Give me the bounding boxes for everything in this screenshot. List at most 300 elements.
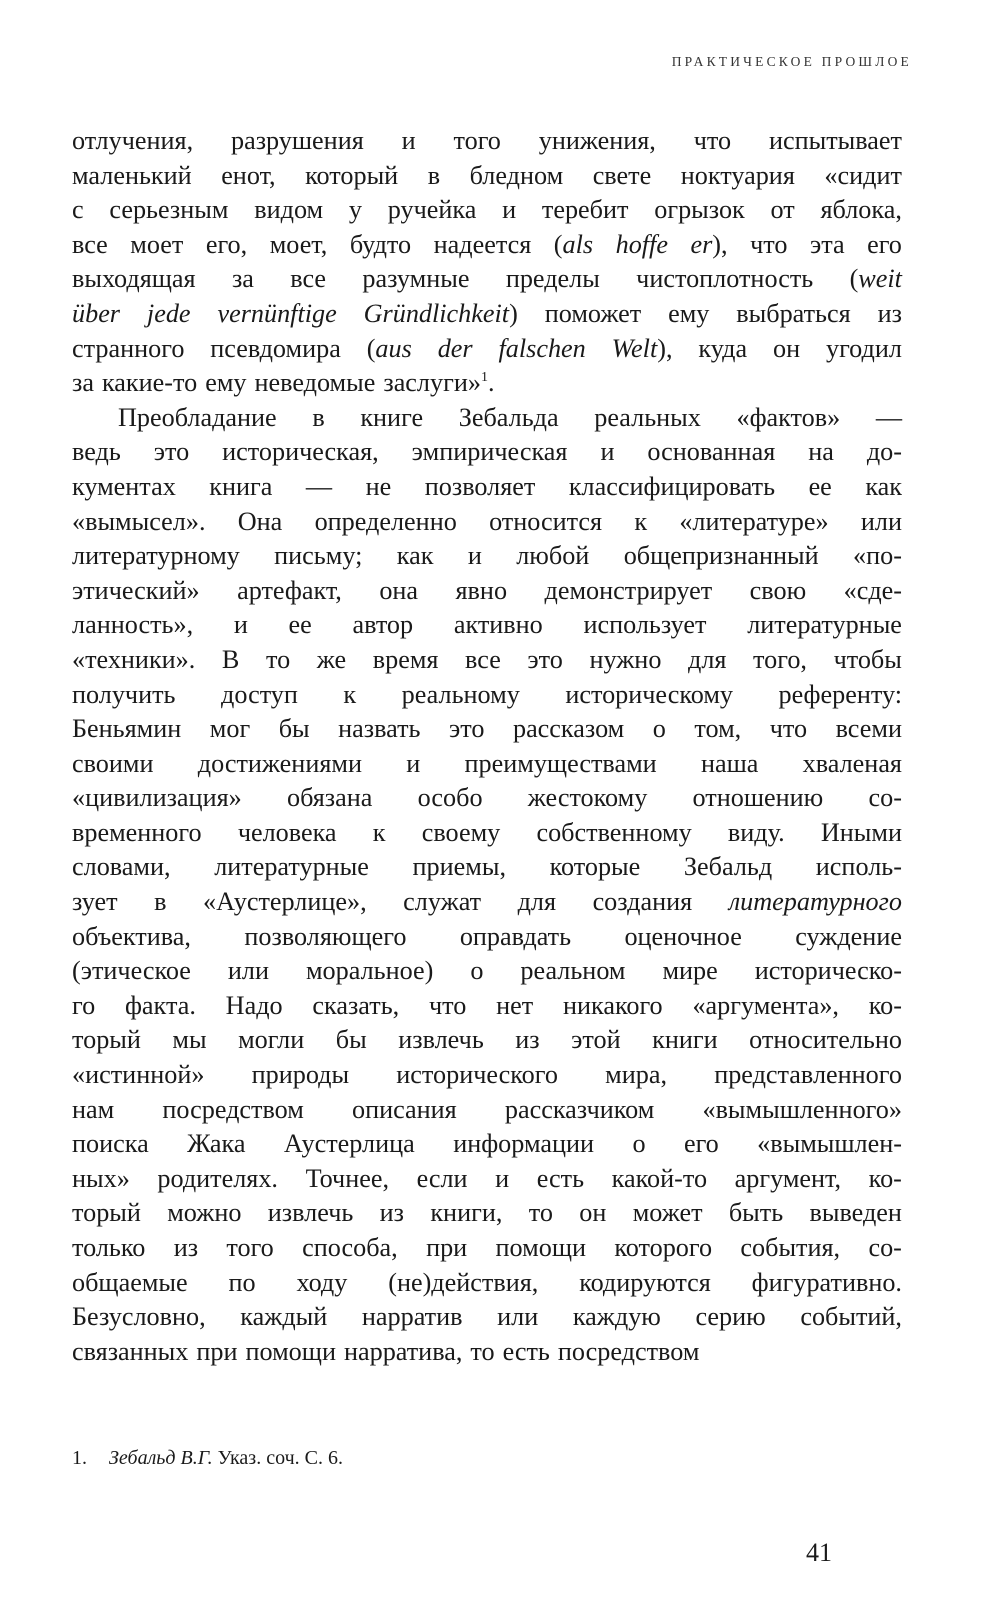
text-line bbox=[72, 332, 902, 367]
word: служат bbox=[403, 887, 482, 917]
text-line bbox=[72, 885, 902, 920]
word: эмпирическая bbox=[411, 437, 568, 467]
word: литературные bbox=[747, 610, 902, 640]
word: теребит bbox=[541, 195, 629, 225]
word: нарратив bbox=[361, 1302, 463, 1332]
word: описания bbox=[351, 1094, 457, 1124]
word: «сде- bbox=[843, 575, 902, 605]
word: реальных bbox=[594, 402, 701, 432]
word: его bbox=[867, 229, 902, 259]
word: хваленая bbox=[802, 748, 902, 778]
footnote bbox=[72, 1447, 343, 1470]
word: свою bbox=[749, 575, 807, 605]
word: суждение bbox=[795, 921, 902, 951]
word: моет, bbox=[269, 229, 328, 259]
word: нарратива, bbox=[343, 1336, 463, 1366]
word: книги bbox=[652, 1025, 718, 1055]
word: что bbox=[693, 126, 732, 155]
word: торый bbox=[72, 1025, 141, 1055]
word: испытывает bbox=[768, 126, 902, 155]
word: на bbox=[808, 437, 834, 467]
word: го bbox=[72, 990, 96, 1020]
word: пределы bbox=[505, 264, 600, 294]
word: рассказом bbox=[512, 714, 625, 744]
word: относится bbox=[489, 506, 603, 536]
word: мог bbox=[209, 714, 251, 744]
word: угодил bbox=[826, 333, 902, 363]
text-line bbox=[72, 643, 902, 678]
text-line bbox=[72, 989, 902, 1024]
word: «литературе» bbox=[679, 506, 829, 536]
word: референту: bbox=[778, 679, 902, 709]
word: есть bbox=[536, 1163, 585, 1193]
word: огрызок bbox=[654, 195, 745, 225]
text-line bbox=[72, 678, 902, 713]
text-line bbox=[72, 124, 902, 159]
word: поиска bbox=[72, 1129, 149, 1159]
word: какие-то bbox=[101, 368, 198, 398]
word: книга bbox=[209, 471, 273, 501]
word: о bbox=[470, 956, 484, 986]
word: выбраться bbox=[736, 298, 851, 328]
word: из bbox=[515, 1025, 540, 1055]
word: серьезным bbox=[109, 195, 229, 225]
word: использует bbox=[583, 610, 707, 640]
word: все bbox=[465, 644, 501, 674]
word: видом bbox=[254, 195, 324, 225]
word: бледном bbox=[469, 160, 564, 190]
word: ее bbox=[808, 471, 832, 501]
word: к bbox=[372, 817, 386, 847]
word: ных» bbox=[72, 1163, 130, 1193]
word: литературного bbox=[728, 887, 902, 917]
word: своими bbox=[72, 748, 154, 778]
text-line bbox=[72, 1093, 902, 1128]
word: «Аустерлице», bbox=[203, 887, 367, 917]
word: в bbox=[312, 402, 325, 432]
text-line bbox=[72, 470, 902, 505]
word: природы bbox=[251, 1060, 350, 1090]
word: о bbox=[652, 714, 666, 744]
word: выведен bbox=[809, 1198, 902, 1228]
word: и bbox=[502, 195, 517, 225]
word: наша bbox=[700, 748, 759, 778]
word: письму; bbox=[274, 541, 363, 571]
text-line bbox=[72, 262, 902, 297]
word: jede bbox=[146, 298, 191, 328]
word: Gründlichkeit) bbox=[363, 298, 518, 328]
word: то bbox=[470, 1336, 495, 1366]
word: нет bbox=[496, 990, 534, 1020]
word: мире bbox=[662, 956, 718, 986]
word: «цивилизация» bbox=[72, 783, 242, 813]
word: псевдомира bbox=[210, 333, 341, 363]
word: из bbox=[877, 298, 902, 328]
word: со- bbox=[868, 1233, 902, 1262]
word: позволяющего bbox=[244, 921, 407, 951]
word: «техники». bbox=[72, 644, 196, 674]
word: ходу bbox=[296, 1267, 348, 1297]
word: человека bbox=[237, 817, 337, 847]
word: мы bbox=[172, 1025, 207, 1055]
word: ручейка bbox=[387, 195, 477, 225]
word: это bbox=[449, 714, 485, 744]
word: же bbox=[316, 644, 347, 674]
word: общепризнанный bbox=[623, 541, 819, 571]
text-line bbox=[72, 816, 902, 851]
word: разрушения bbox=[230, 126, 364, 155]
word: виду. bbox=[727, 817, 785, 847]
word: к bbox=[634, 506, 648, 536]
word: представленного bbox=[714, 1060, 902, 1090]
word: и bbox=[233, 610, 248, 640]
text-line bbox=[72, 401, 902, 436]
text-line bbox=[72, 781, 902, 816]
word: что bbox=[428, 990, 467, 1020]
text-line bbox=[72, 1058, 902, 1093]
word: исполь- bbox=[815, 852, 902, 882]
word: всеми bbox=[835, 714, 902, 744]
word: «фактов» bbox=[736, 402, 841, 432]
word: будто bbox=[349, 229, 412, 259]
text-line bbox=[72, 159, 902, 194]
word: того bbox=[453, 126, 501, 155]
word: есть bbox=[502, 1336, 550, 1366]
word: Жака bbox=[187, 1129, 246, 1159]
word: и bbox=[467, 541, 482, 571]
text-line bbox=[72, 1162, 902, 1197]
word: назвать bbox=[338, 714, 421, 744]
word: помощи bbox=[245, 1336, 336, 1366]
word: и bbox=[495, 1163, 510, 1193]
word: falschen bbox=[498, 333, 586, 363]
footnote-author: Зебальд В.Г. bbox=[109, 1447, 213, 1469]
word: как bbox=[865, 471, 902, 501]
word: — bbox=[875, 402, 902, 432]
word: с bbox=[72, 195, 84, 225]
word: способа, bbox=[302, 1233, 398, 1262]
word: все bbox=[72, 229, 108, 259]
word: никакого bbox=[563, 990, 663, 1020]
word: достижениями bbox=[197, 748, 362, 778]
word: что bbox=[769, 714, 808, 744]
word: свете bbox=[592, 160, 652, 190]
text-line bbox=[72, 1127, 902, 1162]
word: кодируются bbox=[579, 1267, 711, 1297]
word: преимуществами bbox=[464, 748, 657, 778]
word: за bbox=[72, 368, 94, 398]
word: ее bbox=[288, 610, 312, 640]
text-line bbox=[72, 1335, 902, 1370]
word: (этическое bbox=[72, 956, 191, 986]
word: в bbox=[154, 887, 167, 917]
word: от bbox=[770, 195, 795, 225]
text-line bbox=[72, 297, 902, 332]
word: при bbox=[426, 1233, 468, 1262]
word: Иными bbox=[820, 817, 902, 847]
word: посредством bbox=[557, 1336, 700, 1366]
word: она bbox=[379, 575, 419, 605]
word: сказать, bbox=[312, 990, 400, 1020]
word: связанных bbox=[72, 1336, 189, 1366]
word: Аустерлица bbox=[283, 1129, 415, 1159]
word: создания bbox=[592, 887, 693, 917]
text-line bbox=[72, 505, 902, 540]
word: каждый bbox=[240, 1302, 328, 1332]
word: о bbox=[632, 1129, 646, 1159]
word: ему bbox=[205, 368, 247, 398]
word: «вымышлен- bbox=[757, 1129, 902, 1159]
word: историческая, bbox=[222, 437, 379, 467]
page-number: 41 bbox=[806, 1538, 832, 1567]
word: родителях. bbox=[157, 1163, 278, 1193]
footnote-text: Указ. соч. С. 6. bbox=[217, 1447, 343, 1469]
word: можно bbox=[167, 1198, 242, 1228]
word: Надо bbox=[225, 990, 283, 1020]
word: особо bbox=[417, 783, 483, 813]
word: у bbox=[348, 195, 362, 225]
word: извлечь bbox=[398, 1025, 484, 1055]
word: основанная bbox=[647, 437, 776, 467]
word: оценочное bbox=[624, 921, 742, 951]
text-line bbox=[72, 1231, 902, 1266]
word: за bbox=[231, 264, 254, 294]
word: определенно bbox=[314, 506, 457, 536]
word: разумные bbox=[362, 264, 470, 294]
text-line bbox=[72, 193, 902, 228]
word: до- bbox=[866, 437, 902, 467]
word: и bbox=[600, 437, 615, 467]
word: этический» bbox=[72, 575, 200, 605]
word: эта bbox=[809, 229, 845, 259]
word: том, bbox=[694, 714, 742, 744]
text-line bbox=[72, 539, 902, 574]
word: явно bbox=[455, 575, 508, 605]
text-line bbox=[72, 920, 902, 955]
text-line bbox=[72, 1196, 902, 1231]
text-line bbox=[72, 712, 902, 747]
word: или bbox=[497, 1302, 539, 1332]
word: то bbox=[265, 644, 291, 674]
word: отношению bbox=[692, 783, 824, 813]
word: со- bbox=[868, 783, 902, 813]
word: приемы, bbox=[412, 852, 506, 882]
word: Точнее, bbox=[305, 1163, 389, 1193]
word: бы bbox=[335, 1025, 367, 1055]
word: (weit bbox=[849, 264, 902, 294]
word: (aus bbox=[366, 333, 412, 363]
word: или bbox=[227, 956, 269, 986]
word: нужно bbox=[589, 644, 662, 674]
word: неведомые bbox=[254, 368, 376, 398]
word: активно bbox=[453, 610, 543, 640]
text-line bbox=[72, 366, 902, 401]
word: книге bbox=[360, 402, 424, 432]
word: который bbox=[305, 160, 399, 190]
word: словами, bbox=[72, 852, 171, 882]
word: которого bbox=[614, 1233, 713, 1262]
word: нам bbox=[72, 1094, 115, 1124]
word: «аргумента», bbox=[692, 990, 839, 1020]
word: относительно bbox=[749, 1025, 902, 1055]
word: факта. bbox=[124, 990, 196, 1020]
word: В bbox=[221, 644, 240, 674]
word: из bbox=[379, 1198, 404, 1228]
text-line bbox=[72, 1300, 902, 1335]
word: события, bbox=[740, 1233, 841, 1262]
word: реальному bbox=[401, 679, 520, 709]
word: рассказчиком bbox=[504, 1094, 655, 1124]
word: какой-то bbox=[611, 1163, 708, 1193]
word: отлучения, bbox=[72, 126, 194, 155]
word: его, bbox=[205, 229, 248, 259]
word: Welt), bbox=[611, 333, 673, 363]
text-line bbox=[72, 1266, 902, 1301]
word: для bbox=[688, 644, 727, 674]
text-line bbox=[72, 228, 902, 263]
word: классифицировать bbox=[568, 471, 776, 501]
word: Зебальда bbox=[458, 402, 559, 432]
word: ко- bbox=[868, 1163, 902, 1193]
word: своему bbox=[421, 817, 501, 847]
word: мира, bbox=[605, 1060, 668, 1090]
text-line bbox=[72, 747, 902, 782]
word: если bbox=[416, 1163, 468, 1193]
word: жестокому bbox=[527, 783, 648, 813]
word: доступ bbox=[221, 679, 298, 709]
word: «по- bbox=[853, 541, 902, 571]
text-line bbox=[72, 1023, 902, 1058]
word: — bbox=[305, 471, 333, 501]
word: все bbox=[290, 264, 327, 294]
word: чтобы bbox=[833, 644, 902, 674]
word: бы bbox=[278, 714, 310, 744]
word: выходящая bbox=[72, 264, 196, 294]
word: и bbox=[406, 748, 421, 778]
word: это bbox=[527, 644, 563, 674]
word: зует bbox=[72, 887, 118, 917]
word: vernünftige bbox=[217, 298, 337, 328]
word: Беньямин bbox=[72, 714, 182, 744]
word: получить bbox=[72, 679, 176, 709]
word: Зебальд bbox=[683, 852, 773, 882]
word: ланность», bbox=[72, 610, 194, 640]
word: то bbox=[528, 1198, 553, 1228]
word: при bbox=[196, 1336, 238, 1366]
word: что bbox=[750, 229, 788, 259]
word: ко- bbox=[868, 990, 902, 1020]
word: исторического bbox=[396, 1060, 558, 1090]
body-text bbox=[72, 124, 902, 1369]
word: торый bbox=[72, 1198, 141, 1228]
word: могли bbox=[238, 1025, 305, 1055]
word: посредством bbox=[162, 1094, 304, 1124]
word: помощи bbox=[495, 1233, 587, 1262]
word: (не)действия, bbox=[388, 1267, 539, 1297]
word: «вымысел». bbox=[72, 506, 206, 536]
word: моет bbox=[130, 229, 184, 259]
word: «вымышленного» bbox=[702, 1094, 902, 1124]
word: er), bbox=[690, 229, 728, 259]
word: может bbox=[632, 1198, 703, 1228]
word: каждую bbox=[572, 1302, 661, 1332]
word: заслуги»$^1$. bbox=[383, 368, 495, 398]
word: информации bbox=[453, 1129, 595, 1159]
word: кументах bbox=[72, 471, 176, 501]
word: автор bbox=[352, 610, 414, 640]
word: «истинной» bbox=[72, 1060, 205, 1090]
footnote-number: 1. bbox=[72, 1447, 87, 1469]
word: объектива, bbox=[72, 921, 191, 951]
word: ему bbox=[668, 298, 710, 328]
word: только bbox=[72, 1233, 146, 1262]
word: ноктуария bbox=[680, 160, 795, 190]
word: маленький bbox=[72, 160, 192, 190]
word: надеется bbox=[433, 229, 532, 259]
word: к bbox=[343, 679, 357, 709]
word: историческому bbox=[565, 679, 733, 709]
word: он bbox=[773, 333, 801, 363]
word: событий, bbox=[800, 1302, 902, 1332]
word: временного bbox=[72, 817, 202, 847]
word: литературные bbox=[214, 852, 369, 882]
word: демонстрирует bbox=[544, 575, 713, 605]
word: ведь bbox=[72, 437, 121, 467]
word: собственному bbox=[536, 817, 692, 847]
word: Безусловно, bbox=[72, 1302, 206, 1332]
text-line bbox=[72, 435, 902, 470]
word: для bbox=[517, 887, 557, 917]
word: литературному bbox=[72, 541, 240, 571]
word: время bbox=[372, 644, 439, 674]
word: оправдать bbox=[459, 921, 572, 951]
word: «сидит bbox=[824, 160, 902, 190]
word: Преобладание bbox=[118, 402, 277, 432]
word: и bbox=[401, 126, 416, 155]
word: яблока, bbox=[820, 195, 902, 225]
word: из bbox=[173, 1233, 199, 1262]
word: этой bbox=[571, 1025, 621, 1055]
word: енот, bbox=[221, 160, 276, 190]
word: книги, bbox=[430, 1198, 503, 1228]
word: куда bbox=[698, 333, 748, 363]
word: über bbox=[72, 298, 121, 328]
word: извлечь bbox=[267, 1198, 354, 1228]
word: того bbox=[226, 1233, 274, 1262]
word: общаемые bbox=[72, 1267, 188, 1297]
word: по bbox=[228, 1267, 256, 1297]
word: der bbox=[437, 333, 473, 363]
word: моральное) bbox=[305, 956, 434, 986]
word: фигуративно. bbox=[751, 1267, 902, 1297]
word: hoffe bbox=[615, 229, 668, 259]
word: странного bbox=[72, 333, 185, 363]
word: аргумент, bbox=[734, 1163, 842, 1193]
word: он bbox=[579, 1198, 607, 1228]
text-line bbox=[72, 574, 902, 609]
word: поможет bbox=[544, 298, 642, 328]
word: того, bbox=[753, 644, 807, 674]
word: чистоплотность bbox=[636, 264, 814, 294]
word: реальном bbox=[520, 956, 626, 986]
word: унижения, bbox=[538, 126, 656, 155]
word: как bbox=[396, 541, 434, 571]
word: обязана bbox=[286, 783, 373, 813]
text-line bbox=[72, 954, 902, 989]
word: историческо- bbox=[754, 956, 902, 986]
word: любой bbox=[516, 541, 590, 571]
word: или bbox=[860, 506, 902, 536]
